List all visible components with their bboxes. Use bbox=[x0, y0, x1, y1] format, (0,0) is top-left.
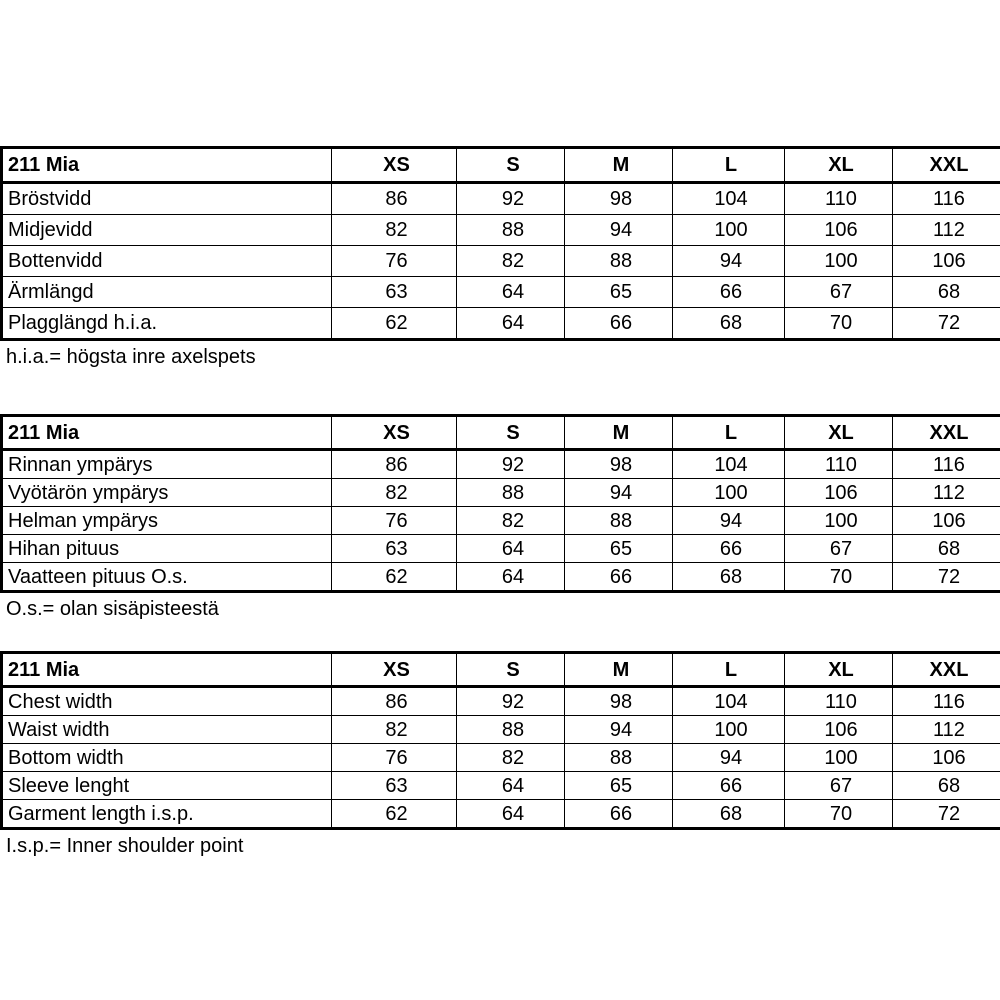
table-cell: 94 bbox=[565, 716, 673, 744]
measurement-label: Helman ympärys bbox=[2, 507, 332, 535]
measurement-label: Sleeve lenght bbox=[2, 772, 332, 800]
measurement-label: Bottenvidd bbox=[2, 246, 332, 277]
table-cell: 92 bbox=[457, 183, 565, 215]
table-row bbox=[2, 716, 1000, 744]
size-chart-english bbox=[0, 651, 1000, 858]
size-header-xxl: XXL bbox=[893, 148, 1000, 183]
size-header-l: L bbox=[673, 653, 785, 687]
table-cell: 88 bbox=[565, 246, 673, 277]
table-header bbox=[2, 653, 1000, 687]
size-header-xxl: XXL bbox=[893, 653, 1000, 687]
table-cell: 70 bbox=[785, 800, 893, 829]
measurement-label: Waist width bbox=[2, 716, 332, 744]
table-cell: 88 bbox=[457, 479, 565, 507]
table-cell: 106 bbox=[785, 716, 893, 744]
table-header bbox=[2, 416, 1000, 450]
header-row bbox=[2, 416, 1000, 450]
header-row bbox=[2, 653, 1000, 687]
measurement-label: Ärmlängd bbox=[2, 277, 332, 308]
size-header-s: S bbox=[457, 148, 565, 183]
table-cell: 72 bbox=[893, 563, 1000, 592]
table-cell: 70 bbox=[785, 563, 893, 592]
table-cell: 68 bbox=[893, 772, 1000, 800]
size-header-l: L bbox=[673, 148, 785, 183]
size-header-xs: XS bbox=[332, 416, 457, 450]
measurement-label: Rinnan ympärys bbox=[2, 450, 332, 479]
table-cell: 116 bbox=[893, 450, 1000, 479]
table-cell: 76 bbox=[332, 507, 457, 535]
table-row bbox=[2, 183, 1000, 215]
table-cell: 88 bbox=[565, 507, 673, 535]
table-cell: 63 bbox=[332, 772, 457, 800]
table-cell: 116 bbox=[893, 687, 1000, 716]
table-cell: 94 bbox=[565, 215, 673, 246]
table-cell: 98 bbox=[565, 450, 673, 479]
table-cell: 98 bbox=[565, 183, 673, 215]
table-row bbox=[2, 744, 1000, 772]
table-cell: 112 bbox=[893, 215, 1000, 246]
table-cell: 68 bbox=[673, 308, 785, 340]
table-cell: 92 bbox=[457, 687, 565, 716]
table-cell: 116 bbox=[893, 183, 1000, 215]
table-row bbox=[2, 479, 1000, 507]
measurement-label: Vyötärön ympärys bbox=[2, 479, 332, 507]
table-cell: 100 bbox=[785, 246, 893, 277]
table-cell: 65 bbox=[565, 772, 673, 800]
table-cell: 64 bbox=[457, 535, 565, 563]
size-table bbox=[0, 146, 1000, 341]
table-cell: 82 bbox=[332, 479, 457, 507]
table-cell: 100 bbox=[785, 507, 893, 535]
table-cell: 63 bbox=[332, 535, 457, 563]
table-row bbox=[2, 800, 1000, 829]
table-cell: 67 bbox=[785, 772, 893, 800]
table-cell: 66 bbox=[565, 563, 673, 592]
table-cell: 76 bbox=[332, 744, 457, 772]
table-cell: 64 bbox=[457, 308, 565, 340]
table-cell: 86 bbox=[332, 450, 457, 479]
table-cell: 82 bbox=[457, 744, 565, 772]
table-header bbox=[2, 148, 1000, 183]
table-cell: 86 bbox=[332, 687, 457, 716]
table-row bbox=[2, 277, 1000, 308]
table-cell: 88 bbox=[457, 215, 565, 246]
measurement-label: Bröstvidd bbox=[2, 183, 332, 215]
table-row bbox=[2, 308, 1000, 340]
table-cell: 104 bbox=[673, 450, 785, 479]
table-cell: 68 bbox=[893, 535, 1000, 563]
table-cell: 112 bbox=[893, 479, 1000, 507]
size-header-m: M bbox=[565, 148, 673, 183]
measurement-label: Vaatteen pituus O.s. bbox=[2, 563, 332, 592]
size-table bbox=[0, 651, 1000, 830]
table-cell: 106 bbox=[785, 479, 893, 507]
table-cell: 94 bbox=[673, 507, 785, 535]
table-cell: 94 bbox=[565, 479, 673, 507]
table-cell: 104 bbox=[673, 687, 785, 716]
table-cell: 76 bbox=[332, 246, 457, 277]
table-cell: 106 bbox=[893, 507, 1000, 535]
table-cell: 66 bbox=[565, 308, 673, 340]
table-cell: 110 bbox=[785, 183, 893, 215]
table-cell: 65 bbox=[565, 535, 673, 563]
table-cell: 88 bbox=[565, 744, 673, 772]
size-header-xs: XS bbox=[332, 653, 457, 687]
table-cell: 64 bbox=[457, 277, 565, 308]
measurement-label: Garment length i.s.p. bbox=[2, 800, 332, 829]
table-cell: 62 bbox=[332, 308, 457, 340]
table-cell: 100 bbox=[785, 744, 893, 772]
size-chart-finnish bbox=[0, 414, 1000, 621]
abbreviation-note: O.s.= olan sisäpisteestä bbox=[6, 598, 219, 620]
table-cell: 68 bbox=[673, 800, 785, 829]
size-header-m: M bbox=[565, 653, 673, 687]
size-header-m: M bbox=[565, 416, 673, 450]
table-cell: 64 bbox=[457, 563, 565, 592]
model-name: 211 Mia bbox=[2, 148, 332, 183]
table-cell: 67 bbox=[785, 535, 893, 563]
table-cell: 98 bbox=[565, 687, 673, 716]
table-cell: 82 bbox=[457, 507, 565, 535]
table-cell: 106 bbox=[893, 744, 1000, 772]
table-cell: 63 bbox=[332, 277, 457, 308]
table-cell: 65 bbox=[565, 277, 673, 308]
measurement-label: Midjevidd bbox=[2, 215, 332, 246]
table-cell: 86 bbox=[332, 183, 457, 215]
table-row bbox=[2, 772, 1000, 800]
table-cell: 64 bbox=[457, 800, 565, 829]
table-cell: 94 bbox=[673, 744, 785, 772]
table-cell: 64 bbox=[457, 772, 565, 800]
table-cell: 82 bbox=[332, 716, 457, 744]
table-row bbox=[2, 450, 1000, 479]
table-cell: 66 bbox=[673, 535, 785, 563]
table-cell: 72 bbox=[893, 308, 1000, 340]
model-name: 211 Mia bbox=[2, 653, 332, 687]
size-header-xl: XL bbox=[785, 653, 893, 687]
table-cell: 70 bbox=[785, 308, 893, 340]
table-cell: 82 bbox=[332, 215, 457, 246]
table-row bbox=[2, 535, 1000, 563]
table-cell: 112 bbox=[893, 716, 1000, 744]
size-header-xxl: XXL bbox=[893, 416, 1000, 450]
table-cell: 72 bbox=[893, 800, 1000, 829]
header-row bbox=[2, 148, 1000, 183]
table-cell: 106 bbox=[893, 246, 1000, 277]
table-cell: 68 bbox=[893, 277, 1000, 308]
table-cell: 68 bbox=[673, 563, 785, 592]
size-header-xl: XL bbox=[785, 148, 893, 183]
table-cell: 67 bbox=[785, 277, 893, 308]
table-row bbox=[2, 687, 1000, 716]
measurement-label: Plagglängd h.i.a. bbox=[2, 308, 332, 340]
table-cell: 66 bbox=[565, 800, 673, 829]
size-header-s: S bbox=[457, 653, 565, 687]
table-cell: 66 bbox=[673, 772, 785, 800]
table-cell: 92 bbox=[457, 450, 565, 479]
table-cell: 106 bbox=[785, 215, 893, 246]
table-row bbox=[2, 563, 1000, 592]
model-name: 211 Mia bbox=[2, 416, 332, 450]
abbreviation-note: I.s.p.= Inner shoulder point bbox=[6, 835, 244, 857]
table-cell: 94 bbox=[673, 246, 785, 277]
measurement-label: Bottom width bbox=[2, 744, 332, 772]
table-cell: 104 bbox=[673, 183, 785, 215]
size-header-s: S bbox=[457, 416, 565, 450]
size-header-l: L bbox=[673, 416, 785, 450]
table-cell: 100 bbox=[673, 215, 785, 246]
table-cell: 62 bbox=[332, 563, 457, 592]
table-row bbox=[2, 246, 1000, 277]
table-cell: 62 bbox=[332, 800, 457, 829]
table-cell: 82 bbox=[457, 246, 565, 277]
table-cell: 110 bbox=[785, 450, 893, 479]
size-header-xs: XS bbox=[332, 148, 457, 183]
table-row bbox=[2, 215, 1000, 246]
measurement-label: Chest width bbox=[2, 687, 332, 716]
size-chart-swedish bbox=[0, 146, 1000, 369]
table-cell: 66 bbox=[673, 277, 785, 308]
measurement-label: Hihan pituus bbox=[2, 535, 332, 563]
size-header-xl: XL bbox=[785, 416, 893, 450]
abbreviation-note: h.i.a.= högsta inre axelspets bbox=[6, 346, 256, 368]
size-table bbox=[0, 414, 1000, 593]
table-cell: 100 bbox=[673, 479, 785, 507]
table-cell: 110 bbox=[785, 687, 893, 716]
table-row bbox=[2, 507, 1000, 535]
table-cell: 88 bbox=[457, 716, 565, 744]
table-cell: 100 bbox=[673, 716, 785, 744]
